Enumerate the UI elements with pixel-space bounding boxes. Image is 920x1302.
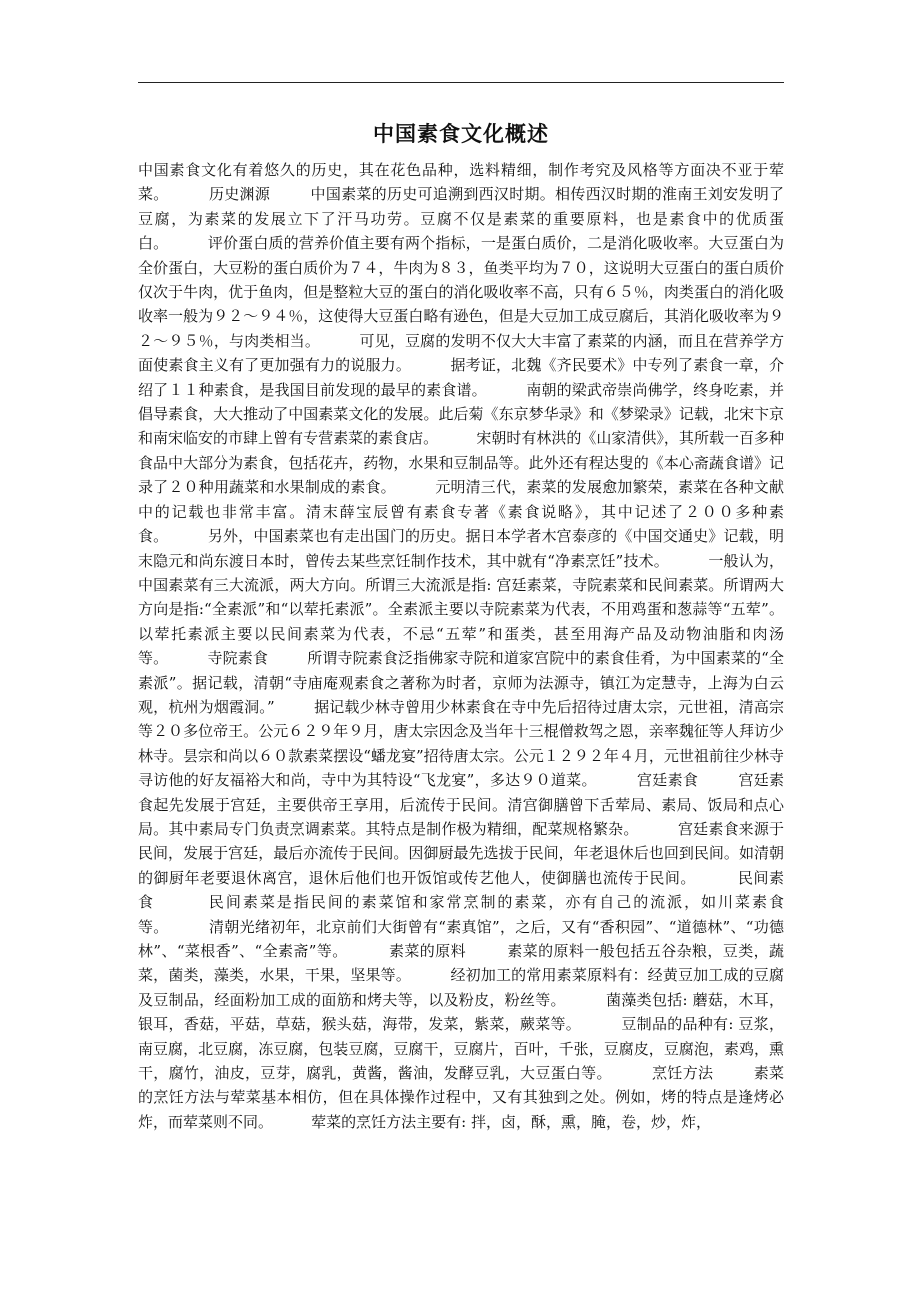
text-segment: 宫廷素食起先发展于宫廷，主要供帝王享用，后流传于民间。清宫御膳曾下舌荤局、素局、饭局和点心局。其中素局专门负责烹调素菜。其特点是制作极为精细，配菜规格繁杂。 [138, 771, 784, 838]
text-segment: 另外，中国素菜也有走出国门的历史。据日本学者木宫泰彦的《中国交通史》记载，明末隐元和尚东渡日本时，曾传去某些烹饪制作技术，其中就有“净素烹饪”技术。 [138, 527, 784, 570]
document-title: 中国素食文化概述 [373, 122, 549, 146]
text-segment: 一般认为，中国素菜有三大流派，两大方向。所谓三大流派是指: 宫廷素菜，寺院素菜和民间素菜。所谓两大方向是指:“全素派”和“以荤托素派”。全素派主要以寺院素菜为代表，不用鸡蛋和葱蒜等“五荤”。以荤托素派主要以民间素菜为代表，不忌“五荤”和蛋类，甚至用海产品及动物油脂和肉汤等。 [138, 551, 784, 668]
text-segment: 民间素菜是指民间的素菜馆和家常烹制的素菜，亦有自己的流派，如川菜素食等。 [138, 893, 784, 936]
text-segment: 据记载少林寺曾用少林素食在寺中先后招待过唐太宗，元世祖，清高宗等２０多位帝王。公元６２９年９月，唐太宗因念及当年十三棍僧救驾之恩，亲率魏征等人拜访少林寺。昙宗和尚以６０款素菜摆设“蟠龙宴”招待唐太宗。公元１２９２年４月，元世祖前往少林寺寻访他的好友福裕大和尚，寺中为其特设“飞龙宴”，多达９０道菜。 [138, 697, 784, 790]
text-segment: 经初加工的常用素菜原料有：经黄豆加工成的豆腐及豆制品，经面粉加工成的面筋和烤夫等，以及粉皮，粉丝等。 [138, 966, 784, 1009]
text-segment: 评价蛋白质的营养价值主要有两个指标，一是蛋白质价，二是消化吸收率。大豆蛋白为全价蛋白，大豆粉的蛋白质价为７４，牛肉为８３，鱼类平均为７０，这说明大豆蛋白的蛋白质价仅次于牛肉，优于鱼肉，但是整粒大豆的蛋白的消化吸收率不高，只有６５％，肉类蛋白的消化吸收率一般为９２～９４％，这使得大豆蛋白略有逊色，但是大豆加工成豆腐后，其消化吸收率为９２～９５％，与肉类相当。 [138, 234, 784, 350]
text-segment: 中国素菜的历史可追溯到西汉时期。相传西汉时期的淮南王刘安发明了豆腐，为素菜的发展立下了汗马功劳。豆腐不仅是素菜的重要原料，也是素食中的优质蛋白。 [138, 185, 784, 253]
document-body [138, 158, 784, 1278]
text-segment: 豆制品的品种有: 豆浆，南豆腐，北豆腐，冻豆腐，包装豆腐，豆腐干，豆腐片，百叶，千张，豆腐皮，豆腐泡，素鸡，熏干，腐竹，油皮，豆芽，腐乳，黄酱，酱油，发酵豆乳，大豆蛋白等。 [138, 1015, 784, 1083]
text-segment: 宋朝时有林洪的《山家清供》，其所载一百多种食品中大部分为素食，包括花卉，药物，水果和豆制品等。此外还有程达叟的《本心斋蔬食谱》记录了２０种用蔬菜和水果制成的素食。 [138, 429, 784, 497]
text-segment: 南朝的梁武帝崇尚佛学，终身吃素，并倡导素食，大大推动了中国素菜文化的发展。此后菊《东京梦华录》和《梦梁录》记载，北宋卞京和南宋临安的市肆上曾有专营素菜的素食店。 [138, 380, 784, 448]
text-segment: 菌藻类包括: 蘑菇，木耳，银耳，香菇，平菇，草菇，猴头菇，海带，发菜，紫菜，蕨菜等。 [138, 990, 784, 1034]
text-segment: 素菜的烹饪方法与荤菜基本相仿，但在具体操作过程中，又有其独到之处。例如，烤的特点是逢烤必炸，而荤菜则不同。 [138, 1064, 784, 1131]
text-segment: 寺院素食 [207, 649, 268, 668]
text-segment: 素菜的原料 [388, 942, 466, 960]
text-segment: 民间素食 [138, 868, 784, 912]
text-segment: 宫廷素食 [637, 771, 699, 790]
text-segment: 可见，豆腐的发明不仅大大丰富了素菜的内涵，而且在营养学方面使素食主义有了更加强有力的说服力。 [138, 331, 784, 375]
text-segment: 烹饪方法 [652, 1064, 714, 1083]
text-segment: 素菜的原料一般包括五谷杂粮，豆类，蔬菜，菌类，藻类，水果，干果，坚果等。 [138, 942, 784, 985]
text-segment: 荤菜的烹饪方法主要有: 拌，卤，酥，熏，腌，卷，炒，炸， [311, 1112, 711, 1131]
text-segment: 清朝光绪初年，北京前们大街曾有“素真馆”，之后，又有“香积园”、“道德林”、“功德林”、“菜根香”、“全素斋”等。 [138, 917, 784, 960]
text-segment: 中国素食文化有着悠久的历史，其在花色品种，选料精细，制作考究及风格等方面决不亚于荤菜。 [138, 161, 784, 204]
text-segment: 历史渊源 [208, 185, 271, 204]
text-segment: 据考证，北魏《齐民要术》中专列了素食一章，介绍了１１种素食，是我国目前发现的最早的素食谱。 [138, 356, 784, 399]
text-segment: 宫廷素食来源于民间，发展于宫廷，最后亦流传于民间。因御厨最先选拔于民间，年老退休后也回到民间。如清朝的御厨年老要退休离宫，退休后他们也开饭馆或传艺他人，使御膳也流传于民间。 [138, 819, 784, 887]
text-segment: 元明清三代，素菜的发展愈加繁荣，素菜在各种文献中的记载也非常丰富。清末薛宝辰曾有素食专著《素食说略》，其中记述了２００多种素食。 [138, 478, 784, 546]
text-segment: 所谓寺院素食泛指佛家寺院和道家宫院中的素食佳肴，为中国素菜的“全素派”。据记载，清朝“寺庙庵观素食之著称为时者，京师为法源寺，镇江为定慧寺，上海为白云观，杭州为烟霞洞。” [138, 649, 784, 716]
header-rule [138, 82, 784, 83]
